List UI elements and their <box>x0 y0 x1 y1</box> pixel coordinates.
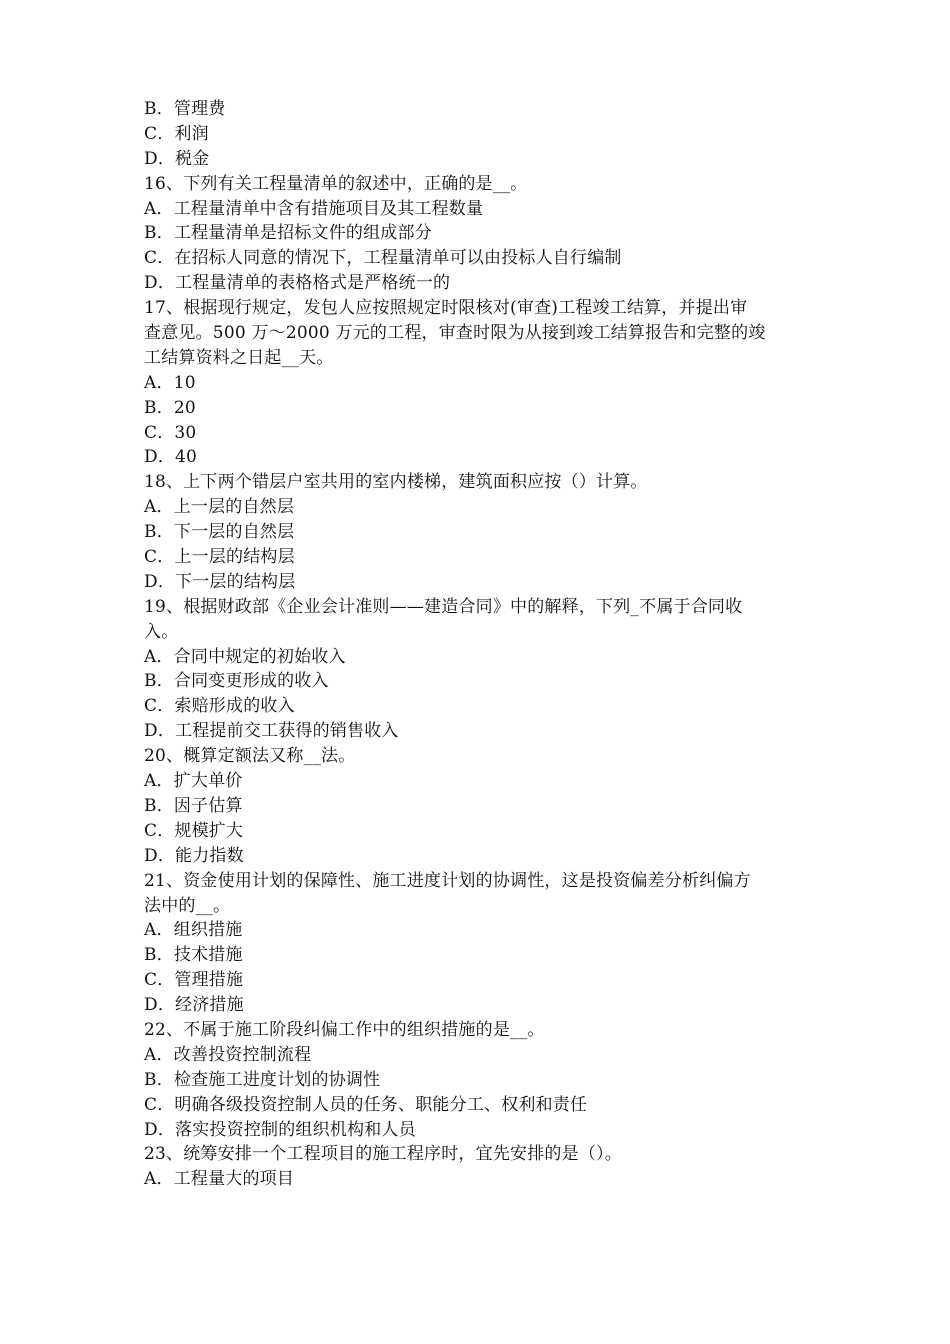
option-line: A．合同中规定的初始收入 <box>144 646 346 667</box>
option-line: B．20 <box>144 397 196 418</box>
document-page <box>144 97 816 1192</box>
question-20: 20、概算定额法又称__法。 <box>144 746 356 767</box>
option-line: C．30 <box>144 422 197 443</box>
option-line: C．在招标人同意的情况下，工程量清单可以由投标人自行编制 <box>144 248 622 269</box>
option-line: C．利润 <box>144 123 209 144</box>
question-16: 16、下列有关工程量清单的叙述中，正确的是__。 <box>144 173 528 194</box>
option-line: A．上一层的自然层 <box>144 497 295 518</box>
option-line: D．税金 <box>144 148 210 169</box>
option-line: A．扩大单价 <box>144 771 243 792</box>
option-line: D．工程提前交工获得的销售收入 <box>144 721 399 742</box>
option-line: B．工程量清单是招标文件的组成部分 <box>144 223 432 244</box>
option-line: B．检查施工进度计划的协调性 <box>144 1069 381 1090</box>
option-line: A．工程量大的项目 <box>144 1169 295 1190</box>
question-17: 17、根据现行规定，发包人应按照规定时限核对(审查)工程竣工结算，并提出审 <box>144 298 748 319</box>
option-line: B．下一层的自然层 <box>144 522 295 543</box>
option-line: A．组织措施 <box>144 920 243 941</box>
option-line: C．规模扩大 <box>144 820 244 841</box>
option-line: A．改善投资控制流程 <box>144 1044 312 1065</box>
option-line: C．管理措施 <box>144 970 244 991</box>
option-line: D．40 <box>144 447 198 468</box>
question-19: 19、根据财政部《企业会计准则——建造合同》中的解释，下列_不属于合同收 <box>144 596 743 617</box>
option-line: A．10 <box>144 372 196 393</box>
question-21: 21、资金使用计划的保障性、施工进度计划的协调性，这是投资偏差分析纠偏方 <box>144 870 751 891</box>
question-17-cont: 查意见。500 万～2000 万元的工程，审查时限为从接到竣工结算报告和完整的竣 <box>144 323 766 344</box>
option-line: C．上一层的结构层 <box>144 547 295 568</box>
question-17-cont: 工结算资料之日起__天。 <box>144 347 334 368</box>
option-line: D．工程量清单的表格格式是严格统一的 <box>144 273 451 294</box>
question-19-cont: 入。 <box>144 621 179 642</box>
option-line: D．下一层的结构层 <box>144 571 296 592</box>
option-line: B．管理费 <box>144 99 226 119</box>
option-line: D．经济措施 <box>144 995 244 1016</box>
option-line: B．因子估算 <box>144 795 243 816</box>
option-line: B．技术措施 <box>144 945 243 966</box>
question-21-cont: 法中的__。 <box>144 895 231 916</box>
question-18: 18、上下两个错层户室共用的室内楼梯，建筑面积应按（）计算。 <box>144 472 648 493</box>
option-line: C．索赔形成的收入 <box>144 696 295 717</box>
question-23: 23、统筹安排一个工程项目的施工程序时，宜先安排的是（）。 <box>144 1144 622 1165</box>
option-line: C．明确各级投资控制人员的任务、职能分工、权利和责任 <box>144 1094 588 1115</box>
question-22: 22、不属于施工阶段纠偏工作中的组织措施的是__。 <box>144 1019 545 1040</box>
option-line: B．合同变更形成的收入 <box>144 671 329 692</box>
option-line: D．能力指数 <box>144 845 244 866</box>
option-line: A．工程量清单中含有措施项目及其工程数量 <box>144 198 484 219</box>
option-line: D．落实投资控制的组织机构和人员 <box>144 1119 416 1140</box>
